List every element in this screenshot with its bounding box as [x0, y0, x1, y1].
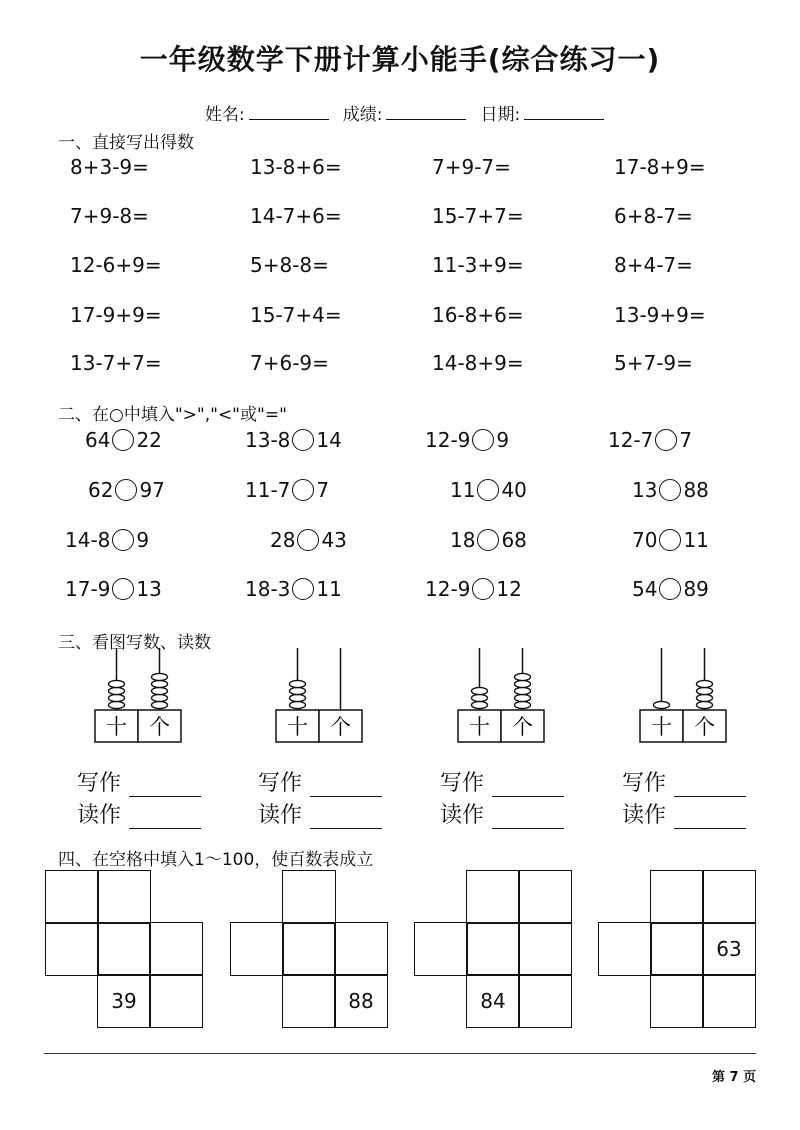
compare-left: 62 — [88, 478, 114, 502]
compare-right: 7 — [316, 478, 330, 502]
compare-item — [270, 528, 347, 552]
abacus-bead — [109, 694, 125, 701]
compare-left: 14-8 — [65, 528, 111, 552]
read-label: 读作 — [440, 803, 485, 828]
write-label: 写作 — [622, 771, 667, 796]
abacus — [454, 640, 554, 745]
name-field[interactable] — [205, 100, 329, 125]
grid-cell-blank[interactable] — [650, 870, 704, 924]
compare-item — [245, 478, 329, 502]
compare-right: 13 — [136, 577, 162, 601]
compare-item — [632, 478, 709, 502]
date-label: 日期: — [480, 105, 521, 125]
math-problem: 14-7+6= — [250, 204, 342, 228]
compare-circle[interactable] — [472, 578, 494, 600]
compare-left: 28 — [270, 528, 296, 552]
compare-left: 11-7 — [245, 478, 291, 502]
compare-right: 14 — [316, 428, 342, 452]
compare-item — [425, 577, 522, 601]
compare-left: 70 — [632, 528, 658, 552]
page-number: 第 7 页 — [712, 1070, 757, 1085]
compare-left: 11 — [450, 478, 476, 502]
compare-circle[interactable] — [292, 429, 314, 451]
compare-right: 11 — [683, 528, 709, 552]
grid-cell-blank[interactable] — [702, 974, 756, 1028]
write-number-field — [77, 766, 201, 797]
abacus-bead — [290, 680, 306, 687]
name-blank[interactable] — [249, 101, 329, 120]
abacus-bead — [472, 701, 488, 708]
math-problem: 8+3-9= — [70, 155, 149, 179]
math-problem: 7+6-9= — [250, 351, 329, 375]
abacus — [636, 640, 736, 745]
read-blank[interactable] — [310, 806, 382, 829]
abacus-bead — [697, 680, 713, 687]
read-blank[interactable] — [129, 806, 201, 829]
compare-left: 13-8 — [245, 428, 291, 452]
compare-right: 7 — [679, 428, 693, 452]
read-label: 读作 — [622, 803, 667, 828]
abacus-bead — [109, 687, 125, 694]
abacus-bead — [697, 694, 713, 701]
compare-circle[interactable] — [655, 429, 677, 451]
compare-item — [65, 528, 149, 552]
tens-label: 十 — [106, 715, 127, 739]
abacus-bead — [290, 701, 306, 708]
grid-cell-blank[interactable] — [282, 922, 336, 976]
compare-left: 54 — [632, 577, 658, 601]
write-label: 写作 — [440, 771, 485, 796]
abacus-bead — [290, 694, 306, 701]
write-number-field — [440, 766, 564, 797]
abacus — [91, 640, 191, 745]
compare-left: 18-3 — [245, 577, 291, 601]
abacus-bead — [152, 680, 168, 687]
compare-right: 88 — [683, 478, 709, 502]
abacus-bead — [472, 687, 488, 694]
compare-left: 64 — [85, 428, 111, 452]
math-problem: 14-8+9= — [432, 351, 524, 375]
read-blank[interactable] — [492, 806, 564, 829]
compare-circle[interactable] — [477, 529, 499, 551]
math-problem: 15-7+7= — [432, 204, 524, 228]
math-problem: 16-8+6= — [432, 303, 524, 327]
compare-circle[interactable] — [115, 479, 137, 501]
write-blank[interactable] — [674, 774, 746, 797]
read-blank[interactable] — [674, 806, 746, 829]
compare-circle[interactable] — [112, 529, 134, 551]
grid-cell-blank[interactable] — [466, 922, 520, 976]
read-number-field — [440, 798, 564, 829]
compare-item — [245, 577, 342, 601]
compare-circle[interactable] — [472, 429, 494, 451]
abacus-bead — [290, 687, 306, 694]
abacus-bead — [109, 701, 125, 708]
compare-left: 18 — [450, 528, 476, 552]
grid-cell-blank[interactable] — [598, 922, 652, 976]
grid-cell-blank[interactable] — [45, 922, 99, 976]
compare-item — [608, 428, 692, 452]
grid-cell-blank[interactable] — [282, 974, 336, 1028]
math-problem: 12-6+9= — [70, 253, 162, 277]
compare-right: 11 — [316, 577, 342, 601]
write-blank[interactable] — [492, 774, 564, 797]
abacus-bead — [472, 694, 488, 701]
abacus-bead — [152, 687, 168, 694]
math-problem: 15-7+4= — [250, 303, 342, 327]
write-blank[interactable] — [310, 774, 382, 797]
read-label: 读作 — [77, 803, 122, 828]
abacus-bead — [515, 680, 531, 687]
compare-item — [245, 428, 342, 452]
compare-right: 22 — [136, 428, 162, 452]
ones-label: 个 — [330, 715, 351, 739]
compare-circle[interactable] — [292, 578, 314, 600]
score-field[interactable] — [343, 100, 467, 125]
abacus-bead — [697, 701, 713, 708]
abacus — [272, 640, 372, 745]
write-label: 写作 — [258, 771, 303, 796]
grid-cell-given — [702, 922, 756, 976]
write-number-field — [622, 766, 746, 797]
grid-cell-blank[interactable] — [650, 922, 704, 976]
compare-left: 13 — [632, 478, 658, 502]
abacus-bead — [515, 687, 531, 694]
abacus-bead — [152, 673, 168, 680]
compare-left: 12-9 — [425, 428, 471, 452]
write-blank[interactable] — [129, 774, 201, 797]
grid-cell-blank[interactable] — [149, 922, 203, 976]
grid-cell-blank[interactable] — [518, 974, 572, 1028]
ones-label: 个 — [694, 715, 715, 739]
abacus-bead — [515, 694, 531, 701]
math-problem: 13-7+7= — [70, 351, 162, 375]
compare-circle[interactable] — [659, 578, 681, 600]
compare-left: 12-7 — [608, 428, 654, 452]
compare-circle[interactable] — [477, 479, 499, 501]
grid-cell-blank[interactable] — [97, 870, 151, 924]
name-label: 姓名: — [205, 105, 245, 125]
compare-circle[interactable] — [659, 479, 681, 501]
read-number-field — [258, 798, 382, 829]
given-number: 88 — [348, 989, 374, 1013]
grid-cell-blank[interactable] — [334, 922, 388, 976]
compare-item — [425, 428, 509, 452]
section-4-heading: 四、在空格中填入1～100，使百数表成立 — [58, 850, 374, 870]
math-problem: 13-9+9= — [614, 303, 706, 327]
grid-cell-blank[interactable] — [97, 922, 151, 976]
grid-cell-blank[interactable] — [518, 922, 572, 976]
section-3-heading: 三、看图写数、读数 — [58, 633, 211, 653]
tens-label: 十 — [469, 715, 490, 739]
footer-divider — [44, 1053, 756, 1054]
ones-label: 个 — [512, 715, 533, 739]
compare-circle[interactable] — [112, 578, 134, 600]
grid-cell-blank[interactable] — [466, 870, 520, 924]
compare-right: 40 — [501, 478, 527, 502]
math-problem: 6+8-7= — [614, 204, 693, 228]
write-number-field — [258, 766, 382, 797]
compare-circle[interactable] — [297, 529, 319, 551]
compare-right: 89 — [683, 577, 709, 601]
abacus-bead — [152, 701, 168, 708]
compare-right: 12 — [496, 577, 522, 601]
read-number-field — [77, 798, 201, 829]
grid-cell-given — [334, 974, 388, 1028]
math-problem: 7+9-8= — [70, 204, 149, 228]
grid-cell-blank[interactable] — [702, 870, 756, 924]
abacus-bead — [152, 694, 168, 701]
abacus-bead — [515, 701, 531, 708]
math-problem: 7+9-7= — [432, 155, 511, 179]
compare-item — [632, 528, 709, 552]
compare-right: 9 — [136, 528, 150, 552]
grid-cell-blank[interactable] — [650, 974, 704, 1028]
section-1-heading: 一、直接写出得数 — [58, 133, 194, 153]
compare-item — [65, 577, 162, 601]
grid-cell-blank[interactable] — [230, 922, 284, 976]
compare-item — [85, 428, 162, 452]
math-problem: 11-3+9= — [432, 253, 524, 277]
grid-cell-blank[interactable] — [45, 870, 99, 924]
compare-right: 68 — [501, 528, 527, 552]
grid-cell-blank[interactable] — [518, 870, 572, 924]
compare-item — [88, 478, 165, 502]
score-label: 成绩: — [342, 105, 383, 125]
score-blank[interactable] — [386, 101, 466, 120]
date-blank[interactable] — [524, 101, 604, 120]
write-label: 写作 — [77, 771, 122, 796]
compare-left: 17-9 — [65, 577, 111, 601]
math-problem: 13-8+6= — [250, 155, 342, 179]
read-label: 读作 — [258, 803, 303, 828]
page-title: 一年级数学下册计算小能手(综合练习一) — [139, 43, 661, 76]
compare-right: 97 — [139, 478, 165, 502]
compare-right: 9 — [496, 428, 510, 452]
math-problem: 5+8-8= — [250, 253, 329, 277]
abacus-bead — [515, 673, 531, 680]
math-problem: 5+7-9= — [614, 351, 693, 375]
math-problem: 17-9+9= — [70, 303, 162, 327]
grid-cell-given — [97, 974, 151, 1028]
compare-circle[interactable] — [112, 429, 134, 451]
section-2-heading: 二、在○中填入">","<"或"=" — [58, 405, 287, 425]
grid-cell-blank[interactable] — [414, 922, 468, 976]
ones-label: 个 — [149, 715, 170, 739]
tens-label: 十 — [651, 715, 672, 739]
grid-cell-blank[interactable] — [282, 870, 336, 924]
date-field[interactable] — [480, 100, 604, 125]
given-number: 39 — [111, 989, 137, 1013]
compare-circle[interactable] — [659, 529, 681, 551]
student-info — [205, 100, 604, 125]
compare-item — [450, 528, 527, 552]
math-problem: 17-8+9= — [614, 155, 706, 179]
math-problem: 8+4-7= — [614, 253, 693, 277]
compare-item — [632, 577, 709, 601]
abacus-bead — [109, 680, 125, 687]
given-number: 84 — [480, 989, 506, 1013]
read-number-field — [622, 798, 746, 829]
tens-label: 十 — [287, 715, 308, 739]
given-number: 63 — [716, 937, 742, 961]
compare-circle[interactable] — [292, 479, 314, 501]
abacus-bead — [697, 687, 713, 694]
grid-cell-given — [466, 974, 520, 1028]
abacus-bead — [654, 701, 670, 708]
compare-right: 43 — [321, 528, 347, 552]
compare-left: 12-9 — [425, 577, 471, 601]
compare-item — [450, 478, 527, 502]
grid-cell-blank[interactable] — [149, 974, 203, 1028]
